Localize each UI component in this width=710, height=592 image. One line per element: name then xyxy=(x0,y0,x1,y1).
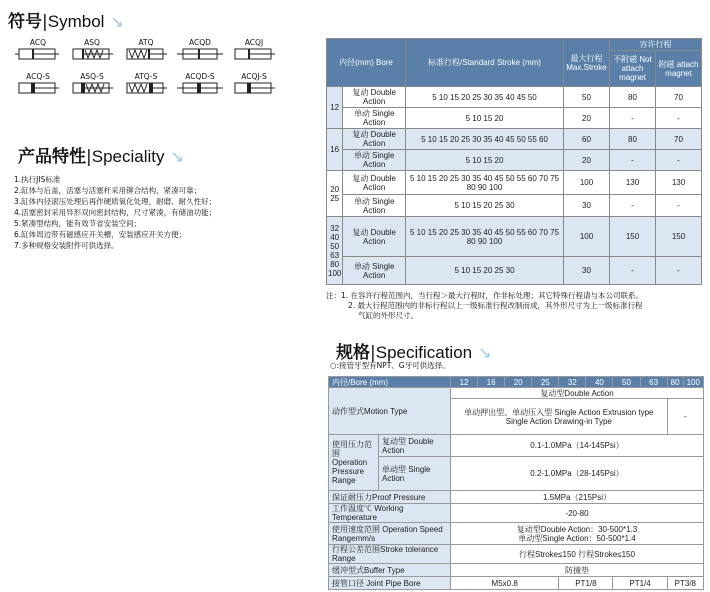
note-1: 注：1. 在容许行程范围内，当行程＞最大行程时，作非标处理；其它特殊行程请与本公司联系。 xyxy=(326,291,644,300)
symbol-acqd-s: ACQD-S xyxy=(174,72,226,98)
symbol-acq-s: ACQ-S xyxy=(12,72,64,98)
speciality-title: 产品特性|Speciality ↘ xyxy=(18,147,184,167)
list-item: 2.缸体与后盖，活塞与活塞杆采用铆合结构，紧凑可靠； xyxy=(14,186,202,195)
speciality-list xyxy=(14,174,314,251)
arrow-icon: ↘ xyxy=(478,343,492,362)
cylinder-icon xyxy=(15,47,61,61)
cylinder-double-rod-icon xyxy=(177,47,223,61)
cylinder-spring-icon xyxy=(69,47,115,61)
notes xyxy=(326,291,706,321)
header-standard-stroke: 标准行程/Standard Stroke (mm) xyxy=(406,39,564,87)
note-2: 2. 最大行程范围内的非标行程以上一级标准行程改制而成，其外形尺寸为上一级标准行程 xyxy=(348,301,643,310)
symbol-title: 符号|Symbol ↘ xyxy=(8,12,124,32)
cylinder-magnet-icon xyxy=(123,81,169,95)
symbol-asq: ASQ xyxy=(66,38,118,64)
stroke-table: 内径(mm) Bore 标准行程/Standard Stroke (mm) 最大行程 Max.Stroke 容许行程 不附磁 Not attach magnet 附磁 attach magnet 12 复动 Double Action 5 10 15 20 25 30 35 40 45 50 50 80 70 单动 Single Action 5 10 15 20 20 - - 16 复动 Double Action 5 10 15 20 25 30 35 40 45 50 55 60 60 80 70 单动 Single Action 5 10 15 20 20 - - 20 25 复动 Double Action 5 10 15 20 25 30 35 40 45 50 55 60 70 75 80 90 100 100 130 130 单动 Single Action 5 10 15 20 25 30 30 - - 32 40 50 63 80 100 复动 Double Action 5 10 15 20 25 30 35 40 45 50 55 60 70 75 80 90 100 100 150 150 单动 Single Action 5 10 15 20 25 30 30 - - xyxy=(326,38,702,285)
symbol-asq-s: ASQ-S xyxy=(66,72,118,98)
list-item: 6.缸体周边带有磁感应开关槽，安装感应开关方便； xyxy=(14,230,187,239)
specification-title: 规格|Specification ↘ xyxy=(336,343,492,363)
list-item: 7.多种规格安装附件可供选择。 xyxy=(14,241,119,250)
symbol-acqd: ACQD xyxy=(174,38,226,64)
list-item: 1.执行JIS标准 xyxy=(14,175,61,184)
symbol-acqj-s: ACQJ-S xyxy=(228,72,280,98)
specification-table: 内径/Bore (mm) 12 16 20 25 32 40 50 63 80 100 动作型式Motion Type 复动型Double Action 单动押出型、单动压入型 Single Action Extrusion type Single Action Drawing-in Type - 使用压力范围 Operation Pressure Range 复动型 Double Action 0.1-1.0MPa（14-145Psi） 单动型 Single Action 0.2-1.0MPa（28-145Psi） 保证耐压力Proof Pressure 1.5MPa（215Psi） 工作温度℃ Working Temperature -20-80 使用速度范围 Operation Speed Rangemm/s 复动型Double Action：30-500*1.3 单动型Single Action：50-500*1.4 行程公差范围Stroke tolerance Range 行程Stroke≤150 行程Stroke≤150 缓冲型式Buffer Type 防撞垫 接管口径 Joint Pipe Bore M5x0.8 PT1/8 PT1/4 PT3/8 xyxy=(328,376,704,590)
symbol-grid xyxy=(12,38,302,118)
header-bore: 内径(mm) Bore xyxy=(327,39,406,87)
list-item: 3.缸体内径滚压处理后再作硬质氧化处理，耐磨、耐久性好； xyxy=(14,197,217,206)
symbol-atq: ATQ xyxy=(120,38,172,64)
cylinder-magnet-icon xyxy=(69,81,115,95)
header-allowable: 容许行程 xyxy=(610,39,702,51)
cylinder-magnet-icon xyxy=(231,81,277,95)
symbol-acq: ACQ xyxy=(12,38,64,64)
symbol-title-cn: 符号 xyxy=(8,12,42,32)
cylinder-magnet-icon xyxy=(15,81,61,95)
symbol-title-en: Symbol xyxy=(47,12,105,31)
header-no-magnet: 不附磁 Not attach magnet xyxy=(610,51,656,87)
list-item: 5.紧凑型结构，能有效节省安装空间； xyxy=(14,219,142,228)
note-3: 气缸的外形尺寸。 xyxy=(358,311,418,320)
bore-label: 内径/Bore (mm) xyxy=(329,377,451,388)
cylinder-spring-icon xyxy=(123,47,169,61)
spec-note: ○:接管牙型有NPT、G牙可供选择。 xyxy=(330,361,450,370)
cylinder-magnet-icon xyxy=(177,81,223,95)
header-magnet: 附磁 attach magnet xyxy=(656,51,702,87)
header-max-stroke: 最大行程 Max.Stroke xyxy=(564,39,610,87)
symbol-atq-s: ATQ-S xyxy=(120,72,172,98)
arrow-icon: ↘ xyxy=(110,12,124,31)
cylinder-icon xyxy=(231,47,277,61)
symbol-acqj: ACQJ xyxy=(228,38,280,64)
arrow-icon: ↘ xyxy=(170,147,184,166)
list-item: 4.活塞密封采用异形双向密封结构，尺寸紧凑，有储油功能； xyxy=(14,208,217,217)
